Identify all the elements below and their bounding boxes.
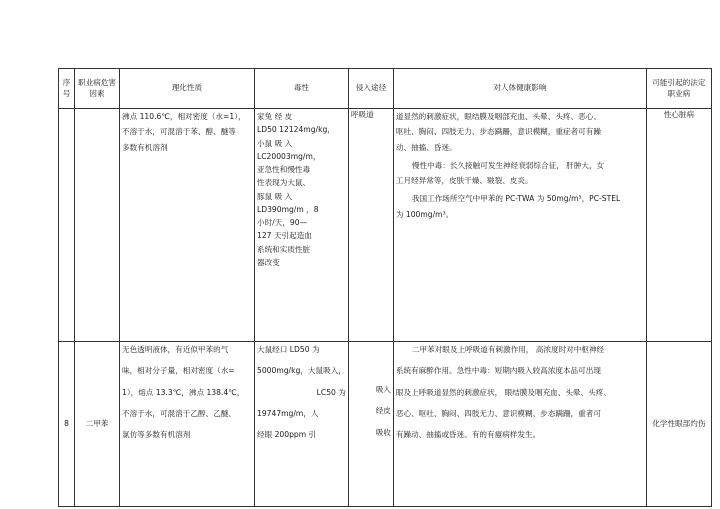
row7-physchem-line: 沸点 110.6℃，相对密度（水=1）， (122, 112, 246, 121)
header-no: 序号 (59, 69, 75, 109)
row8-physchem (120, 342, 255, 507)
row7-health-line: 我国工作场所空气中甲苯的 PC-TWA 为 50mg/m³，PC-STEL (411, 194, 621, 204)
row7-physchem-line: 多数有机溶剂 (122, 142, 168, 152)
row8-disease: 化学性眼部灼伤 (646, 342, 711, 507)
hazard-table (58, 68, 712, 507)
row8-name: 二甲苯 (75, 342, 120, 507)
row8-physchem-line: 不溶于水，可混溶于乙醇、乙醚、 (122, 408, 236, 418)
row8-route-line: 吸入 (375, 385, 391, 394)
row7-health-line: 工月经异常等，皮肤干燥、皲裂、皮炎。 (395, 176, 533, 185)
header-hazard-name: 职业病危害因素 (75, 69, 120, 109)
header-health-effect: 对人体健康影响 (393, 69, 646, 109)
header-toxicity: 毒性 (255, 69, 349, 109)
header-route: 侵入途径 (348, 69, 393, 109)
row7-toxicity-line: 器改变 (257, 257, 280, 267)
row7-toxicity-line: 127 天引起造血 (257, 231, 312, 241)
row8-toxicity-line: 5000mg/kg，大鼠吸入， (257, 366, 346, 376)
row8-health-line: 恶心、呕吐、胸闷、四肢无力、意识模糊、步态蹒跚，重者可 (395, 408, 601, 418)
header-disease: 可能引起的法定职业病 (646, 69, 711, 109)
row7-toxicity-line: LD50 12124mg/kg， (257, 125, 335, 135)
row8-toxicity-line: LC50 为 (316, 387, 346, 397)
row8-no: 8 (59, 342, 75, 507)
row7-health-effect (393, 109, 646, 342)
row7-toxicity-line: LD390mg/m ，8 (257, 204, 319, 214)
row8-health-effect (393, 342, 646, 507)
row8-health-line: 二甲苯对眼及上呼吸道有刺激作用， 高浓度时对中枢神经 (411, 345, 605, 354)
row8-health-line: 有躁动、抽搐或昏迷。有的有癔病样发生。 (395, 430, 541, 439)
row7-health-line: 呕吐、胸闷、四肢无力、步态蹒跚，意识模糊，重症者可有躁 (395, 127, 601, 137)
row7-no (59, 109, 75, 342)
row7-toxicity-line: 小鼠 吸 入 (257, 138, 293, 148)
row8-physchem-line: 氯仿等多数有机溶剂 (122, 430, 191, 439)
row7-health-line: 动、抽搐、昏迷。 (395, 142, 457, 152)
header-row (59, 69, 712, 109)
row8-route (348, 342, 393, 507)
row7-health-line: 道显然的刺激症状，眼结膜及咽部充血、头晕、头疼、恶心、 (395, 112, 601, 121)
row8-physchem-line: 味，相对分子量，相对密度（水= (122, 366, 235, 376)
row7-toxicity-line: LC20003mg/m， (257, 151, 321, 161)
row8-toxicity (255, 342, 349, 507)
row8-toxicity-line: 经眼 200ppm 引 (257, 430, 317, 439)
row7-physchem (120, 109, 255, 342)
row7-physchem-line: 不溶于水，可混溶于苯、醇、醚等 (122, 127, 236, 137)
row8-toxicity-line: 大鼠经口 LD50 为 (257, 345, 320, 354)
row7-toxicity-line: 系统和实质性脏 (257, 244, 311, 254)
row7-toxicity-line: 小时/天，90— (257, 218, 308, 227)
row7-name (75, 109, 120, 342)
row7-health-line: 为 100mg/m³。 (395, 209, 454, 219)
row8-route-line: 经皮 (375, 406, 391, 416)
row7-toxicity-line: 家兔 经 皮 (257, 112, 293, 121)
row8-health-line: 系统有麻醉作用。急性中毒：短期内吸入较高浓度本品可出现 (395, 366, 601, 376)
row7-disease: 性心脏病 (646, 109, 711, 342)
row8-route-line: 吸收 (375, 427, 391, 437)
row7-toxicity (255, 109, 349, 342)
row7-health-line: 慢性中毒：长久接触可发生神经衰弱综合征， 肝肿大，女 (411, 160, 605, 170)
table-row (59, 109, 712, 342)
row8-health-line: 眼及上呼吸道显然的刺激症状， 眼结膜及咽充血、头晕、头疼、 (395, 387, 611, 397)
row8-physchem-line: 无色透明液体，有近似甲苯的气 (122, 345, 229, 354)
row8-toxicity-line: 19747mg/m，人 (257, 408, 319, 418)
row8-physchem-line: 1），熔点 13.3℃，沸点 138.4℃， (122, 387, 245, 397)
row7-toxicity-line: 亚急性和慢性毒 (257, 165, 311, 174)
row7-toxicity-line: 豚鼠 吸 入 (257, 191, 293, 201)
header-physchem: 理化性质 (120, 69, 255, 109)
table-row (59, 342, 712, 507)
row7-toxicity-line: 性表现为大鼠、 (257, 178, 311, 188)
row7-route: 呼吸道 (348, 109, 393, 342)
